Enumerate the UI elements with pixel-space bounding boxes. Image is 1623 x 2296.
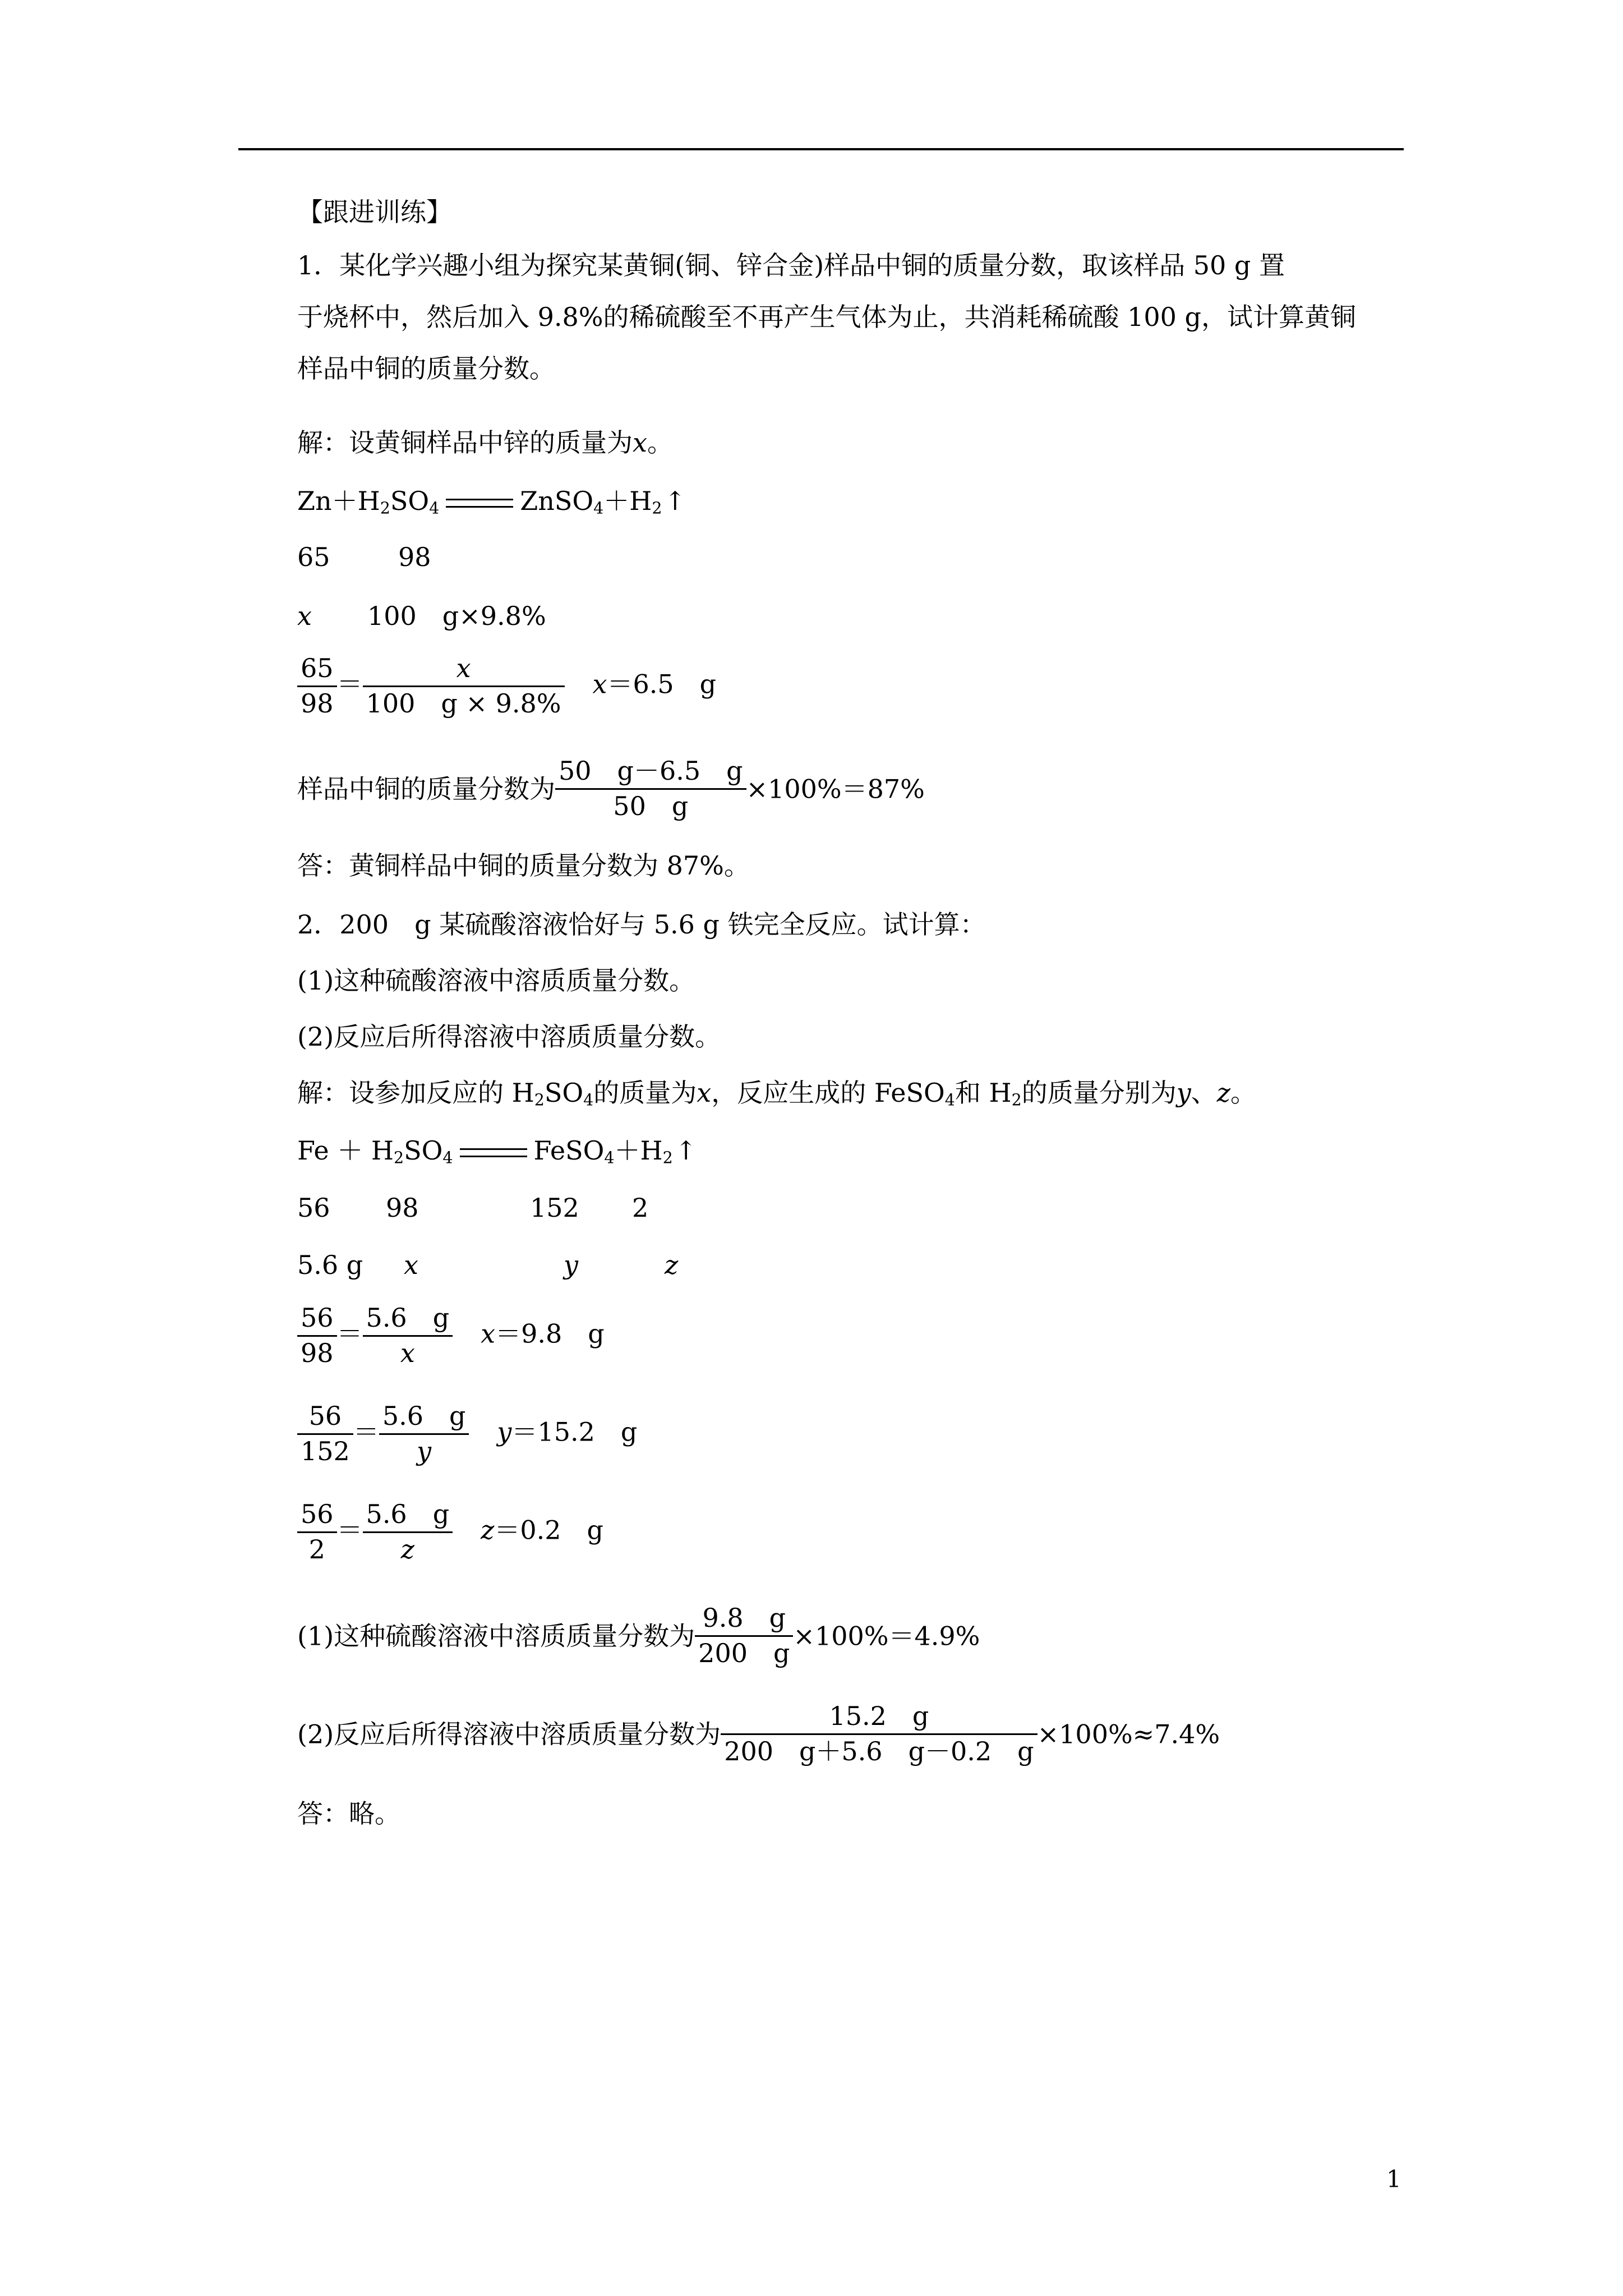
q2-part-1: (1)这种硫酸溶液中溶质质量分数。: [297, 965, 695, 996]
gas-arrow-icon: ↑: [675, 1135, 697, 1166]
q2-unknown-x: x: [404, 1250, 418, 1280]
header-rule: [238, 148, 1404, 150]
q1-answer: 答：黄铜样品中铜的质量分数为 87%。: [297, 850, 750, 881]
q2-reaction-equation: $Fe + H_2SO_4$ $FeSO_4+H_2↑$: [297, 1135, 697, 1167]
q1-reaction-equation: $Zn+H_2SO_4$ $ZnSO_4+H_2↑$: [297, 486, 686, 518]
q1-line-1: 1．某化学兴趣小组为探究某黄铜(铜、锌合金)样品中铜的质量分数，取该样品 50 g 置: [297, 250, 1285, 280]
q1-cu-fraction: 样品中铜的质量分数为 $\frac{50 g-6.5 g}{50 g}$ ×100%＝87%: [297, 754, 925, 823]
q2-proportion-z: $\frac{56}{2}$ ＝ $\frac{5.6 g}{z}$ z＝0.2 g: [297, 1498, 603, 1567]
q1-prop-left: $\frac{65}{98}$: [297, 652, 337, 721]
q2-answer-2: (2)反应后所得溶液中溶质质量分数为 $\frac{15.2 g}{200 g+5.6 g-0.2 g}$ ×100%≈7.4%: [297, 1701, 1220, 1766]
q2-ratio-fe: 56: [297, 1193, 330, 1223]
q2-solution-intro: 解：设参加反应的 $H_2SO_4$的质量为x，反应生成的 FeSO$_4$和 $H_2$的质量分别为y、z。: [297, 1078, 1257, 1110]
q2-answer-1: (1)这种硫酸溶液中溶质质量分数为 $\frac{9.8 g}{200 g}$ ×100%＝4.9%: [297, 1603, 980, 1668]
q2-ratio-h2so4: 98: [386, 1193, 419, 1223]
q1-acid-mass: 100 g×9.8%: [367, 601, 546, 631]
q1-line-3: 样品中铜的质量分数。: [297, 353, 555, 384]
gas-arrow-icon: ↑: [664, 486, 686, 516]
q1-proportion: $\frac{65}{98}$ ＝ $\frac{x}{100 g \times 9.8\%}$ x＝6.5 g: [297, 652, 716, 721]
q2-proportion-x: $\frac{56}{98}$ ＝ $\frac{5.6 g}{x}$ x＝9.8 g: [297, 1301, 605, 1370]
q1-prop-right: $\frac{x}{100 g \times 9.8\%}$: [363, 652, 565, 721]
q2-fe-mass: 5.6 g: [297, 1250, 363, 1280]
q1-line-2: 于烧杯中，然后加入 9.8%的稀硫酸至不再产生气体为止，共消耗稀硫酸 100 g，试计算黄铜: [297, 302, 1356, 332]
section-title: 【跟进训练】: [297, 197, 452, 227]
q1-ratio-zn: 65: [297, 542, 330, 572]
q1-unknown-x: x: [297, 601, 312, 631]
q2-unknown-z: z: [665, 1250, 679, 1280]
equals-sign-icon: [446, 499, 513, 508]
equals-sign-icon: [460, 1148, 527, 1157]
q2-part-2: (2)反应后所得溶液中溶质质量分数。: [297, 1022, 721, 1052]
q1-cu-frac: $\frac{50 g-6.5 g}{50 g}$: [555, 754, 746, 823]
q2-ratio-h2: 2: [632, 1193, 649, 1223]
q2-proportion-y: $\frac{56}{152}$ ＝ $\frac{5.6 g}{y}$ y＝15.2 g: [297, 1400, 637, 1469]
q1-statement: [297, 250, 1403, 384]
q2-statement: 2．200 g 某硫酸溶液恰好与 5.6 g 铁完全反应。试计算：: [297, 909, 986, 940]
q1-ratio-h2so4: 98: [398, 542, 431, 572]
q2-final-answer: 答：略。: [297, 1798, 400, 1829]
q1-solution-intro: 解：设黄铜样品中锌的质量为x。: [297, 427, 673, 458]
q2-unknown-y: y: [564, 1250, 578, 1280]
q2-ratio-feso4: 152: [530, 1193, 579, 1223]
page-number: 1: [1386, 2165, 1401, 2193]
